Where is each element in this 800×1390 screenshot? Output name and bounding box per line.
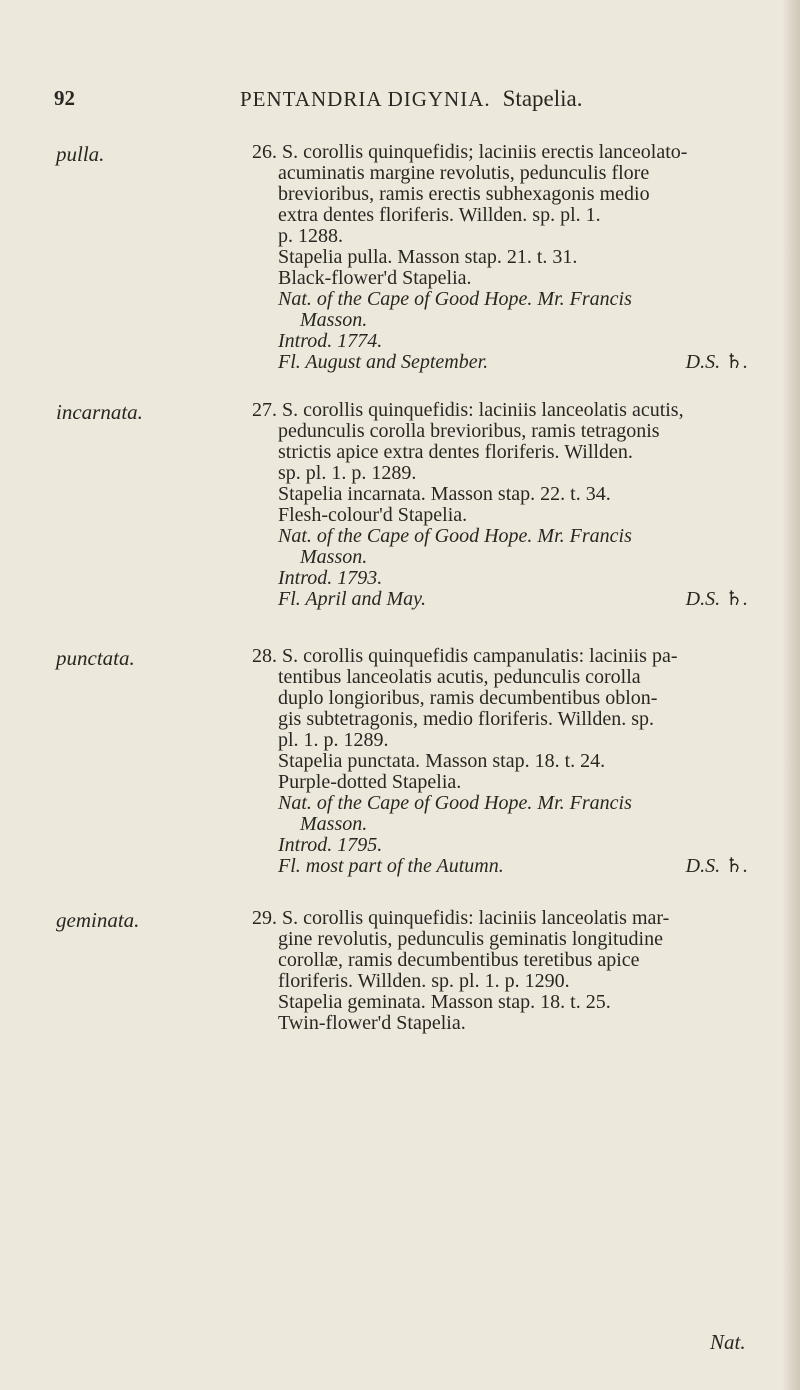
entry-line: Stapelia pulla. Masson stap. 21. t. 31. — [278, 246, 578, 268]
entry-line: 28. S. corollis quinquefidis campanulatis: laciniis pa- — [252, 645, 678, 667]
margin-species-name: incarnata. — [56, 400, 143, 424]
catchword: Nat. — [710, 1330, 746, 1354]
entry-line: Nat. of the Cape of Good Hope. Mr. Francis — [278, 525, 632, 547]
duration-symbol: D.S. ♄. — [685, 855, 748, 877]
page-edge — [782, 0, 800, 1390]
entry-line: Stapelia punctata. Masson stap. 18. t. 24. — [278, 750, 606, 772]
entry-line: Nat. of the Cape of Good Hope. Mr. Francis — [278, 288, 632, 310]
entry-line: gine revolutis, pedunculis geminatis longitudine — [278, 928, 663, 950]
entry-line: Stapelia geminata. Masson stap. 18. t. 25. — [278, 991, 611, 1013]
entry-line: 26. S. corollis quinquefidis; laciniis erectis lanceolato- — [252, 141, 688, 163]
entry-line: Introd. 1793. — [278, 567, 383, 589]
entry-line: Introd. 1795. — [278, 834, 383, 856]
entry-line: pl. 1. p. 1289. — [278, 729, 389, 751]
running-head — [240, 86, 582, 112]
running-head-genus: Stapelia. — [502, 86, 583, 111]
page-number: 92 — [54, 86, 75, 110]
entry-line: brevioribus, ramis erectis subhexagonis medio — [278, 183, 650, 205]
duration-symbol: D.S. ♄. — [685, 351, 748, 373]
flowering-text: Fl. most part of the Autumn. — [278, 855, 504, 877]
running-head-title: PENTANDRIA DIGYNIA. — [240, 87, 491, 111]
entry-line — [278, 589, 778, 610]
entry-line: pedunculis corolla brevioribus, ramis tetragonis — [278, 420, 660, 442]
entry-line: Masson. — [300, 813, 368, 835]
flowering-text: Fl. August and September. — [278, 351, 489, 373]
entry-line: p. 1288. — [278, 225, 343, 247]
entry-line: extra dentes floriferis. Willden. sp. pl. 1. — [278, 204, 601, 226]
entry-line: Masson. — [300, 309, 368, 331]
entry-line — [278, 352, 778, 373]
margin-species-name: geminata. — [56, 908, 140, 932]
entry-line: tentibus lanceolatis acutis, pedunculis corolla — [278, 666, 641, 688]
entry-text — [252, 907, 778, 1034]
entry-line: Twin-flower'd Stapelia. — [278, 1012, 466, 1034]
entry-text — [252, 645, 778, 877]
margin-species-name: punctata. — [56, 646, 135, 670]
duration-symbol: D.S. ♄. — [685, 588, 748, 610]
margin-species-name: pulla. — [56, 142, 105, 166]
entry-line: Black-flower'd Stapelia. — [278, 267, 472, 289]
entry-line: Stapelia incarnata. Masson stap. 22. t. 34. — [278, 483, 611, 505]
entry-line: Masson. — [300, 546, 368, 568]
entry-line: Introd. 1774. — [278, 330, 383, 352]
entry-text — [252, 141, 778, 373]
entry-line: floriferis. Willden. sp. pl. 1. p. 1290. — [278, 970, 570, 992]
entry-line: duplo longioribus, ramis decumbentibus oblon- — [278, 687, 658, 709]
entry-line: corollæ, ramis decumbentibus teretibus apice — [278, 949, 640, 971]
page-header — [0, 86, 800, 116]
entry-line — [278, 856, 778, 877]
entry-line: Purple-dotted Stapelia. — [278, 771, 462, 793]
flowering-text: Fl. April and May. — [278, 588, 426, 610]
entry-line: sp. pl. 1. p. 1289. — [278, 462, 417, 484]
entry-line: acuminatis margine revolutis, pedunculis flore — [278, 162, 650, 184]
entry-line: gis subtetragonis, medio floriferis. Willden. sp. — [278, 708, 654, 730]
entry-text — [252, 399, 778, 610]
entry-line: Nat. of the Cape of Good Hope. Mr. Francis — [278, 792, 632, 814]
entry-line: Flesh-colour'd Stapelia. — [278, 504, 468, 526]
entry-line: 29. S. corollis quinquefidis: laciniis lanceolatis mar- — [252, 907, 670, 929]
entry-line: strictis apice extra dentes floriferis. Willden. — [278, 441, 633, 463]
entry-line: 27. S. corollis quinquefidis: laciniis lanceolatis acutis, — [252, 399, 684, 421]
